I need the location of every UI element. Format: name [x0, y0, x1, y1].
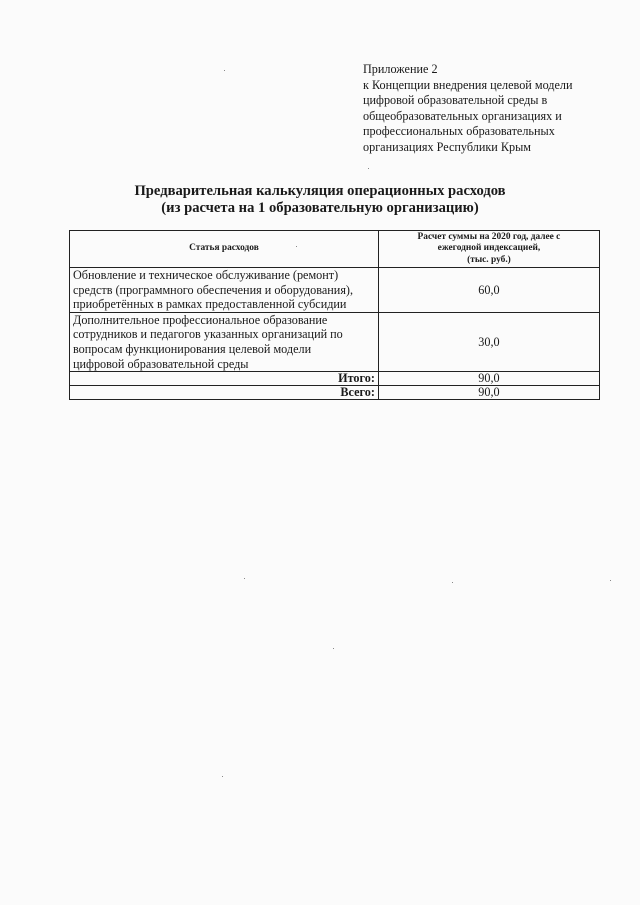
appendix-line: цифровой образовательной среды в [363, 93, 548, 108]
appendix-line: Приложение 2 [363, 62, 438, 76]
title-line-2: (из расчета на 1 образовательную организацию) [161, 200, 479, 216]
scan-speck [296, 246, 297, 247]
expense-item-line: приобретённых в рамках предоставленной субсидии [73, 297, 347, 312]
expense-item-line: сотрудников и педагогов указанных организаций по [73, 327, 343, 342]
expense-table [69, 230, 600, 400]
expense-value: 30,0 [378, 312, 599, 371]
scan-speck [610, 580, 611, 581]
expense-value: 60,0 [378, 268, 599, 313]
scan-speck [368, 168, 369, 169]
expense-item-line: средств (программного обеспечения и оборудования), [73, 282, 354, 297]
expense-item-line: вопросам функционирования целевой модели [73, 341, 312, 356]
table-row [70, 268, 600, 313]
title-line-1: Предварительная калькуляция операционных расходов [134, 183, 506, 199]
header-item-column: Статья расходов [70, 231, 379, 268]
appendix-line: к Концепции внедрения целевой модели [363, 77, 573, 92]
appendix-note [363, 62, 603, 156]
table-header-row [70, 231, 600, 268]
appendix-line: общеобразовательных организациях и [363, 108, 562, 123]
total-label: Всего: [70, 386, 379, 400]
subtotal-row [70, 372, 600, 386]
scan-speck [224, 70, 225, 71]
header-sum-line: (тыс. руб.) [467, 254, 511, 265]
expense-item-line: Дополнительное профессиональное образование [73, 312, 328, 327]
expense-item-line: цифровой образовательной среды [73, 356, 249, 371]
table-row [70, 312, 600, 371]
expense-item-line: Обновление и техническое обслуживание (ремонт) [73, 268, 339, 282]
document-title [0, 183, 640, 217]
header-sum-column [378, 231, 599, 268]
expense-item [70, 268, 379, 313]
scan-speck [333, 648, 334, 649]
scan-speck [244, 578, 245, 579]
header-sum-line: ежегодной индексацией, [437, 243, 541, 254]
scan-speck [222, 776, 223, 777]
scan-speck [452, 582, 453, 583]
total-row [70, 386, 600, 400]
subtotal-label: Итого: [70, 372, 379, 386]
expense-item [70, 312, 379, 371]
total-value: 90,0 [378, 386, 599, 400]
header-sum-line: Расчет суммы на 2020 год, далее с [417, 232, 561, 243]
appendix-line: организациях Республики Крым [363, 139, 531, 154]
appendix-line: профессиональных образовательных [363, 124, 555, 139]
subtotal-value: 90,0 [378, 372, 599, 386]
